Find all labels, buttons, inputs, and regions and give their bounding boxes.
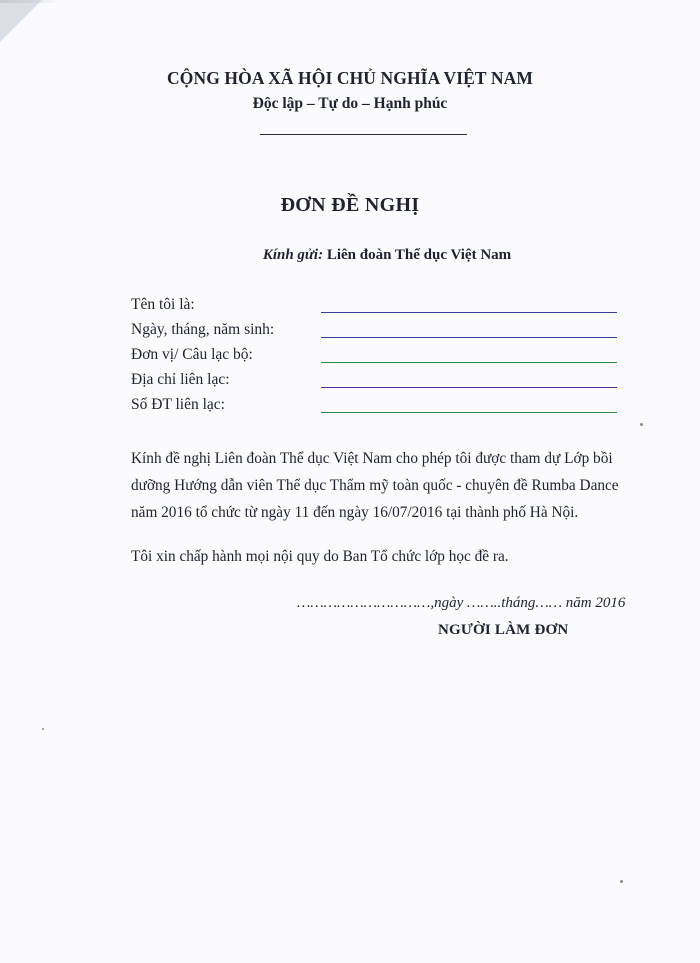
request-line: dưỡng Hướng dẫn viên Thể dục Thẩm mỹ toàn quốc - chuyên đề Rumba Dance <box>131 477 619 494</box>
signature-date-line: …………………………,ngày ……..tháng…… năm 2016 <box>297 595 626 611</box>
recipient-prefix: Kính gửi: <box>262 247 324 263</box>
field-blank-line[interactable] <box>321 362 617 363</box>
field-address <box>131 367 617 389</box>
field-full-name <box>131 292 617 314</box>
field-phone <box>131 392 617 414</box>
national-motto: Độc lập – Tự do – Hạnh phúc <box>252 95 448 112</box>
national-title: CỘNG HÒA XÃ HỘI CHỦ NGHĨA VIỆT NAM <box>167 68 533 88</box>
field-blank-line[interactable] <box>321 337 617 338</box>
recipient-name: Liên đoàn Thể dục Việt Nam <box>326 247 512 263</box>
motto-underline <box>260 134 467 135</box>
commitment-paragraph: Tôi xin chấp hành mọi nội quy do Ban Tổ chức lớp học đề ra. <box>131 548 509 565</box>
signer-title: NGƯỜI LÀM ĐƠN <box>438 622 569 638</box>
field-label: Đơn vị/ Câu lạc bộ: <box>131 346 253 363</box>
document-title: ĐƠN ĐỀ NGHỊ <box>280 194 420 216</box>
request-paragraph <box>131 445 651 526</box>
field-blank-line[interactable] <box>321 412 617 413</box>
scan-speck <box>640 423 643 426</box>
field-blank-line[interactable] <box>321 312 617 313</box>
field-club <box>131 342 617 364</box>
field-label: Tên tôi là: <box>131 296 195 313</box>
scan-speck <box>620 880 623 883</box>
recipient-line <box>0 247 700 264</box>
field-label: Số ĐT liên lạc: <box>131 396 225 413</box>
field-label: Địa chỉ liên lạc: <box>131 371 230 388</box>
field-label: Ngày, tháng, năm sinh: <box>131 321 275 338</box>
field-birth-date <box>131 317 617 339</box>
folded-corner <box>0 0 42 42</box>
field-blank-line[interactable] <box>321 387 617 388</box>
scan-speck <box>42 728 44 730</box>
folded-corner-shadow <box>0 0 60 3</box>
request-line: năm 2016 tổ chức từ ngày 11 đến ngày 16/07/2016 tại thành phố Hà Nội. <box>131 504 579 521</box>
request-line: Kính đề nghị Liên đoàn Thể dục Việt Nam cho phép tôi được tham dự Lớp bồi <box>131 450 613 467</box>
